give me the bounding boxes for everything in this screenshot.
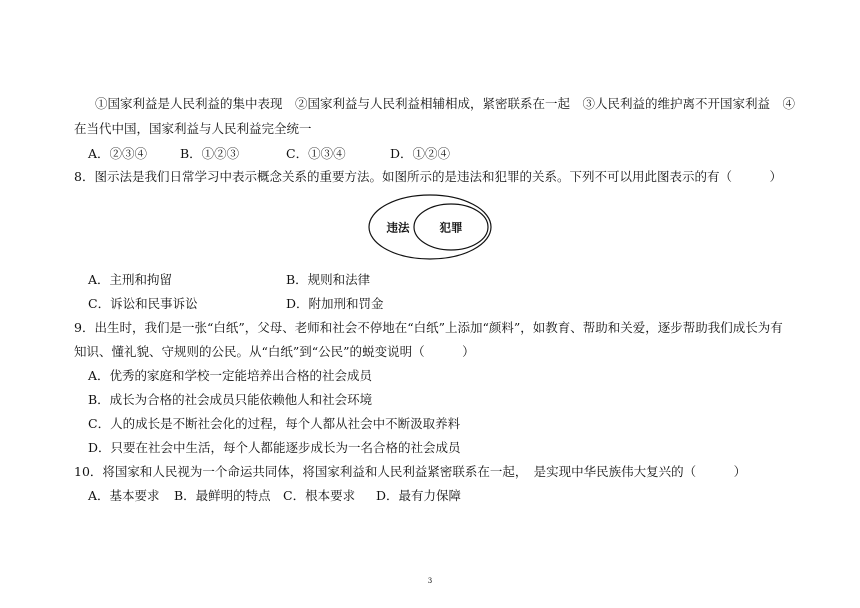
q10-option-a: A．基本要求 [88,488,160,503]
q10-stem: 10．将国家和人民视为一个命运共同体，将国家利益和人民利益紧密联系在一起， 是实现中华民族伟大复兴的（ ） [74,464,747,479]
q7-items-line1: ①国家利益是人民利益的集中表现 ②国家利益与人民利益相辅相成，紧密联系在一起 ③人民利益的维护离不开国家利益 ④ [95,96,796,111]
q10-option-d: D．最有力保障 [376,488,462,503]
outer-label: 违法 [386,220,410,235]
q8-stem: 8．图示法是我们日常学习中表示概念关系的重要方法。如图所示的是违法和犯罪的关系。下列不可以用此图表示的有（ ） [74,169,782,184]
q7-option-b: B．①②③ [180,146,240,161]
q9-stem-line1: 9．出生时，我们是一张“白纸”，父母、老师和社会不停地在“白纸”上添加“颜料”，如教育、帮助和关爱，逐步帮助我们成长为有 [74,320,783,335]
q9-stem-line2: 知识、懂礼貌、守规则的公民。从“白纸”到“公民”的蜕变说明（ ） [74,344,475,359]
q9-option-b: B．成长为合格的社会成员只能依赖他人和社会环境 [88,392,373,407]
q10-option-b: B．最鲜明的特点 [174,488,271,503]
q9-option-a: A．优秀的家庭和学校一定能培养出合格的社会成员 [88,368,373,383]
q7-option-d: D．①②④ [390,146,451,161]
q7-option-a: A．②③④ [88,146,148,161]
q8-option-a: A．主刑和拘留 [88,272,173,287]
q8-option-c: C．诉讼和民事诉讼 [88,296,198,311]
q8-option-b: B．规则和法律 [286,272,371,287]
page-number: 3 [427,577,433,585]
q8-option-d: D．附加刑和罚金 [286,296,384,311]
venn-diagram [367,193,493,261]
q7-items-line2: 在当代中国，国家利益与人民利益完全统一 [74,121,312,136]
q9-option-c: C．人的成长是不断社会化的过程，每个人都从社会中不断汲取养料 [88,416,461,431]
q9-option-d: D．只要在社会中生活，每个人都能逐步成长为一名合格的社会成员 [88,440,461,455]
q7-option-c: C．①③④ [286,146,346,161]
q10-option-c: C．根本要求 [283,488,356,503]
inner-label: 犯罪 [439,220,463,235]
